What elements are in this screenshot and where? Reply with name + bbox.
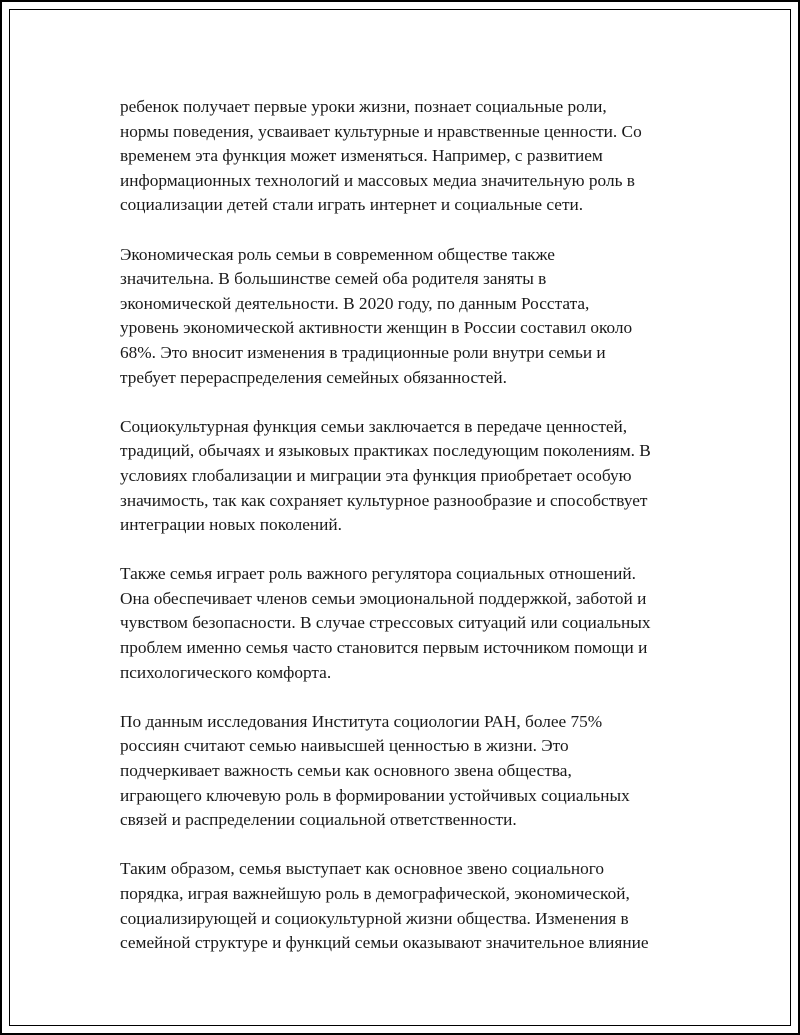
- text-line: ребенок получает первые уроки жизни, познает социальные роли,: [120, 97, 607, 116]
- text-line: нормы поведения, усваивает культурные и нравственные ценности. Со: [120, 121, 642, 141]
- text-line: психологического комфорта.: [120, 662, 332, 682]
- text-line: социализации детей стали играть интернет и социальные сети.: [120, 195, 584, 215]
- text-line: россиян считают семью наивысшей ценностью в жизни. Это: [120, 736, 569, 756]
- paragraph: [120, 857, 710, 955]
- text-line: интеграции новых поколений.: [120, 515, 342, 535]
- paragraph: [120, 243, 710, 391]
- text-line: подчеркивает важность семьи как основного звена общества,: [120, 761, 572, 781]
- paragraph: [120, 562, 710, 685]
- text-line: Экономическая роль семьи в современном обществе также: [120, 244, 555, 264]
- text-line: традиций, обычаях и языковых практиках последующим поколениям. В: [120, 441, 651, 461]
- text-line: условиях глобализации и миграции эта функция приобретает особую: [120, 465, 632, 485]
- paragraph: [120, 710, 710, 833]
- document-body: [120, 95, 710, 980]
- text-line: значимость, так как сохраняет культурное разнообразие и способствует: [120, 490, 648, 510]
- text-line: значительна. В большинстве семей оба родителя заняты в: [120, 269, 547, 289]
- text-line: социализирующей и социокультурной жизни общества. Изменения в: [120, 908, 629, 928]
- text-line: порядка, играя важнейшую роль в демографической, экономической,: [120, 884, 630, 903]
- text-line: 68%. Это вносит изменения в традиционные роли внутри семьи и: [120, 342, 606, 362]
- text-line: временем эта функция может изменяться. Например, с развитием: [120, 146, 603, 166]
- text-line: семейной структуре и функций семьи оказывают значительное влияние: [120, 933, 649, 953]
- text-line: уровень экономической активности женщин в России составил около: [120, 318, 633, 338]
- text-line: Также семья играет роль важного регулятора социальных отношений.: [120, 564, 636, 584]
- text-line: Социокультурная функция семьи заключается в передаче ценностей,: [120, 416, 628, 436]
- text-line: требует перераспределения семейных обязанностей.: [120, 367, 507, 387]
- text-line: экономической деятельности. В 2020 году, по данным Росстата,: [120, 293, 590, 313]
- text-line: Она обеспечивает членов семьи эмоциональной поддержкой, заботой и: [120, 588, 647, 608]
- text-line: информационных технологий и массовых медиа значительную роль в: [120, 170, 635, 190]
- paragraph: [120, 415, 710, 538]
- text-line: играющего ключевую роль в формировании устойчивых социальных: [120, 785, 630, 805]
- paragraph: [120, 95, 710, 218]
- text-line: По данным исследования Института социологии РАН, более 75%: [120, 711, 603, 731]
- text-line: связей и распределении социальной ответственности.: [120, 810, 517, 830]
- text-line: проблем именно семья часто становится первым источником помощи и: [120, 638, 648, 658]
- text-line: чувством безопасности. В случае стрессовых ситуаций или социальных: [120, 613, 651, 633]
- text-line: Таким образом, семья выступает как основное звено социального: [120, 859, 605, 879]
